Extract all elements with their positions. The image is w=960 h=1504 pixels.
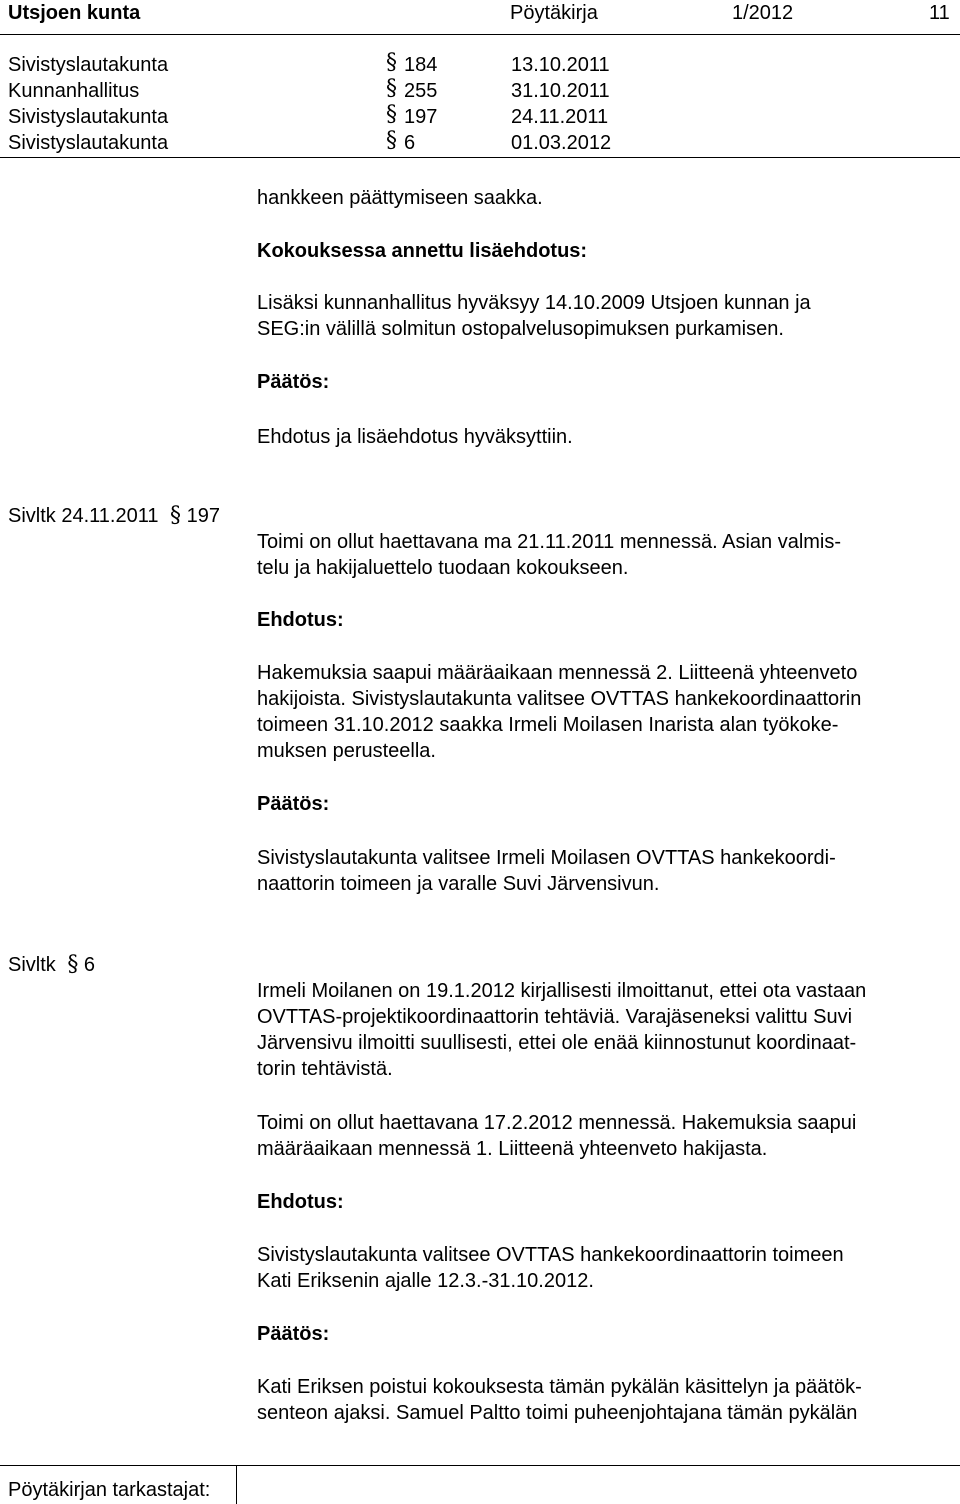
text-line: määräaikaan mennessä 1. Liitteenä yhteenveto hakijasta.	[257, 1138, 768, 1160]
text-line: Lisäksi kunnanhallitus hyväksyy 14.10.2009 Utsjoen kunnan ja	[257, 292, 811, 314]
section-label-paatos: Päätös:	[257, 1323, 330, 1345]
text-line: Sivistyslautakunta valitsee Irmeli Moilasen OVTTAS hankekoordi-	[257, 847, 836, 869]
text-line: muksen perusteella.	[257, 740, 436, 762]
paragraph: hankkeen päättymiseen saakka.	[257, 187, 543, 209]
section-label-paatos: Päätös:	[257, 793, 330, 815]
header-divider	[0, 34, 960, 35]
text-line: toimeen 31.10.2012 saakka Irmeli Moilasen Inarista alan työkoke-	[257, 714, 839, 736]
footer-column-divider	[236, 1465, 237, 1504]
text-line: torin tehtävistä.	[257, 1058, 393, 1080]
document-number: 1/2012	[732, 2, 794, 24]
footer-divider	[0, 1465, 960, 1466]
section-sign-icon: §	[170, 503, 182, 528]
text-line: telu ja hakijaluettelo tuodaan kokoukseen.	[257, 557, 629, 579]
paragraph	[257, 660, 957, 764]
municipality-name: Utsjoen kunta	[8, 2, 141, 24]
text-line: naattorin toimeen ja varalle Suvi Järvensivun.	[257, 873, 660, 895]
paragraph	[257, 978, 957, 1082]
document-type: Pöytäkirja	[510, 2, 598, 24]
section-sign-icon: §	[386, 50, 397, 75]
text-line: senteon ajaksi. Samuel Paltto toimi puheenjohtajana tämän pykälän	[257, 1402, 858, 1424]
reference-heading	[8, 952, 95, 978]
text-line: Toimi on ollut haettavana 17.2.2012 mennessä. Hakemuksia saapui	[257, 1112, 857, 1134]
history-body: Kunnanhallitus	[8, 80, 140, 102]
history-body: Sivistyslautakunta	[8, 54, 169, 76]
history-section: 6	[404, 132, 416, 154]
paragraph: Ehdotus ja lisäehdotus hyväksyttiin.	[257, 426, 573, 448]
text-line: Järvensivu ilmoitti suullisesti, ettei ole enää kiinnostunut koordinaat-	[257, 1032, 857, 1054]
history-date: 24.11.2011	[511, 106, 609, 128]
history-date: 01.03.2012	[511, 132, 612, 154]
text-line: hakijoista. Sivistyslautakunta valitsee OVTTAS hankekoordinaattorin	[257, 688, 862, 710]
paragraph	[257, 290, 957, 342]
section-label-ehdotus: Ehdotus:	[257, 1191, 344, 1213]
text-line: Kati Eriksen poistui kokouksesta tämän pykälän käsittelyn ja päätök-	[257, 1376, 862, 1398]
text-line: Toimi on ollut haettavana ma 21.11.2011 mennessä. Asian valmis-	[257, 531, 842, 553]
reference-heading	[8, 503, 220, 529]
text-line: SEG:in välillä solmitun ostopalvelusopimuksen purkamisen.	[257, 318, 784, 340]
reviewers-label: Pöytäkirjan tarkastajat:	[8, 1479, 211, 1501]
section-sign-icon: §	[67, 952, 79, 977]
paragraph	[257, 1110, 957, 1162]
text-line: Irmeli Moilanen on 19.1.2012 kirjallisesti ilmoittanut, ettei ota vastaan	[257, 980, 867, 1002]
history-section: 184	[404, 54, 438, 76]
history-body: Sivistyslautakunta	[8, 132, 169, 154]
history-date: 13.10.2011	[511, 54, 610, 76]
section-sign-icon: §	[386, 76, 397, 101]
reference-label: Sivltk 24.11.2011	[8, 505, 159, 527]
paragraph	[257, 1374, 957, 1426]
paragraph	[257, 845, 957, 897]
text-line: Sivistyslautakunta valitsee OVTTAS hankekoordinaattorin toimeen	[257, 1244, 844, 1266]
history-section: 255	[404, 80, 438, 102]
text-line: Kati Eriksenin ajalle 12.3.-31.10.2012.	[257, 1270, 594, 1292]
history-divider	[0, 157, 960, 158]
section-label-kokous: Kokouksessa annettu lisäehdotus:	[257, 240, 588, 262]
text-line: Hakemuksia saapui määräaikaan mennessä 2. Liitteenä yhteenveto	[257, 662, 858, 684]
section-sign-icon: §	[386, 128, 397, 153]
section-label-ehdotus: Ehdotus:	[257, 609, 344, 631]
paragraph	[257, 1242, 957, 1294]
reference-number: 6	[83, 954, 96, 976]
paragraph	[257, 529, 957, 581]
section-sign-icon: §	[386, 102, 397, 127]
page-number: 11	[929, 2, 950, 24]
section-label-paatos: Päätös:	[257, 371, 330, 393]
text-line: OVTTAS-projektikoordinaattorin tehtäviä. Varajäseneksi valittu Suvi	[257, 1006, 853, 1028]
reference-number: 197	[186, 505, 220, 527]
history-date: 31.10.2011	[511, 80, 610, 102]
reference-label: Sivltk	[8, 954, 56, 976]
history-section: 197	[404, 106, 438, 128]
history-body: Sivistyslautakunta	[8, 106, 169, 128]
